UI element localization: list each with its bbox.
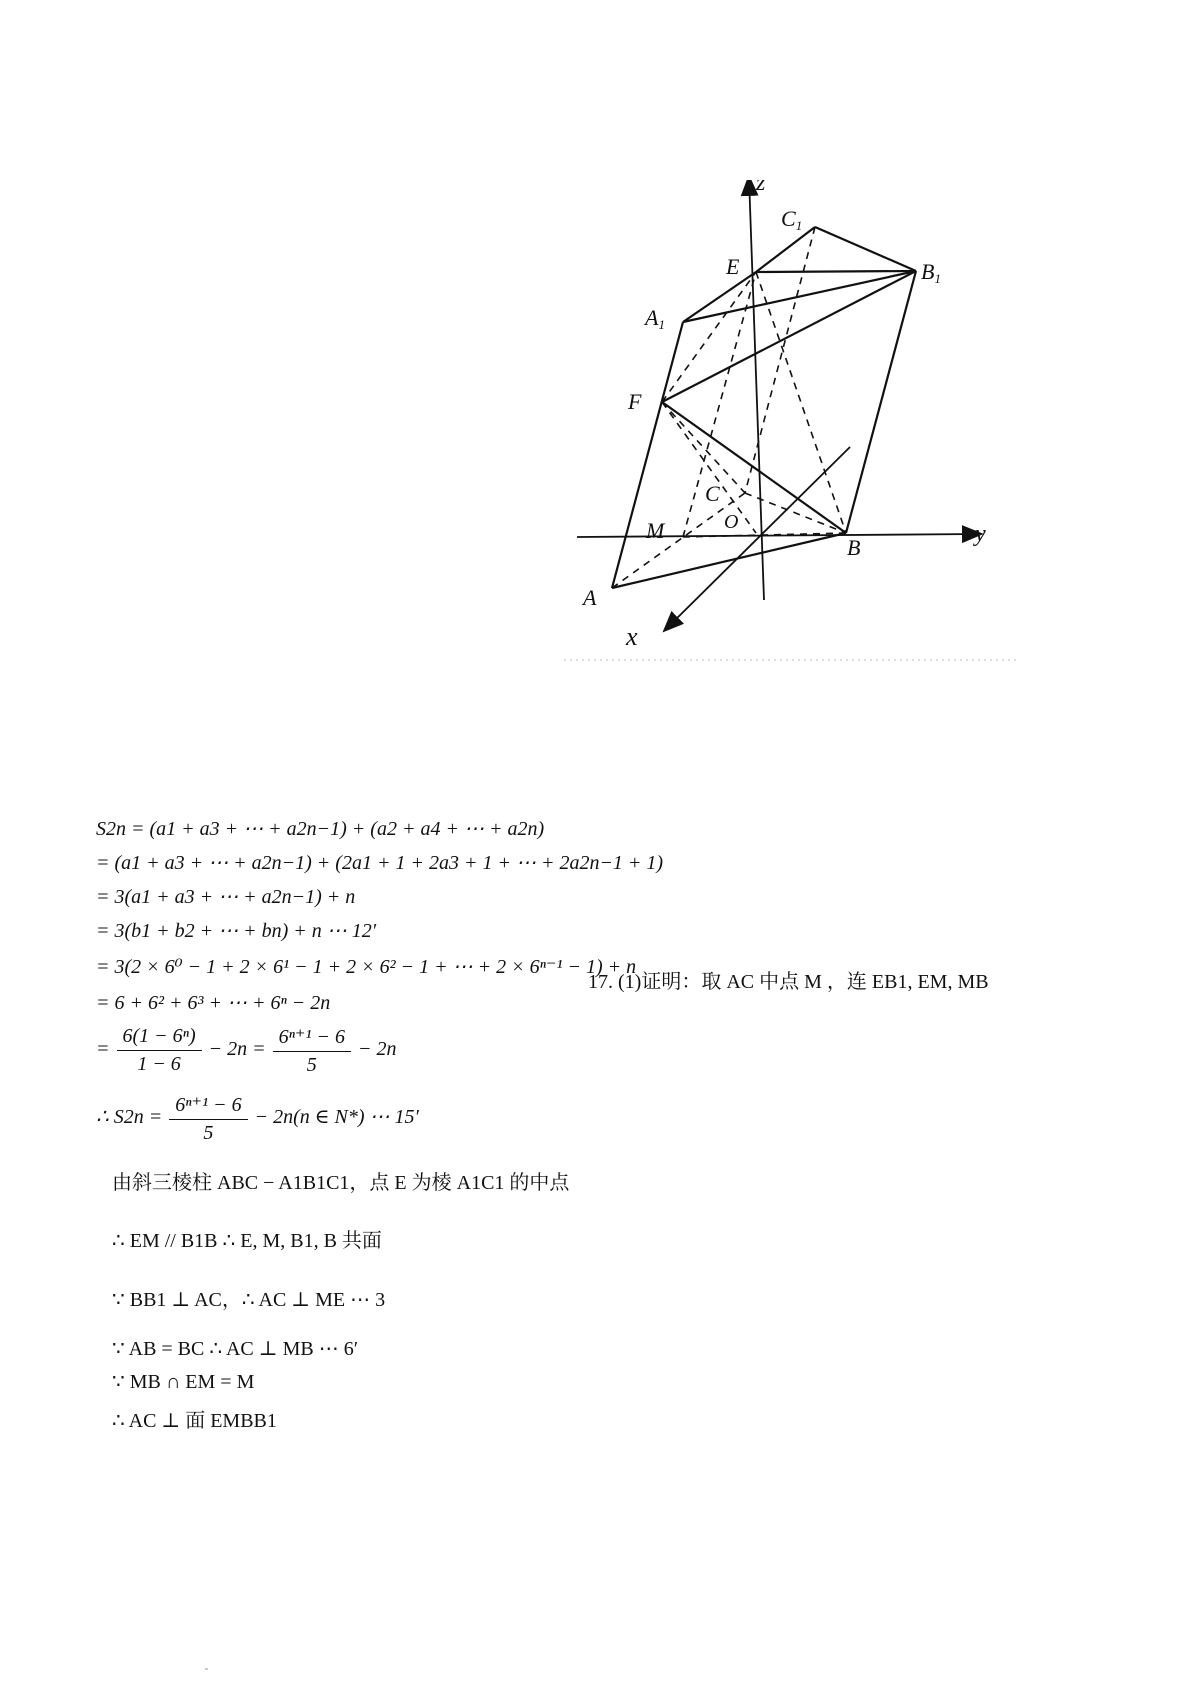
derivation-line-5: = 3(2 × 6⁰ − 1 + 2 × 6¹ − 1 + 2 × 6² − 1 + ⋯ + 2 × 6ⁿ⁻¹ − 1) + n	[96, 956, 637, 978]
z-axis	[749, 180, 764, 600]
proof-line-5: ∵ MB ∩ EM = M	[112, 1371, 255, 1393]
conclusion-denominator: 5	[203, 1122, 214, 1144]
label-x: x	[626, 622, 638, 651]
frac-line-suffix: − 2n	[357, 1038, 397, 1061]
label-y: y	[975, 521, 986, 547]
label-F: F	[628, 389, 642, 414]
fraction-2	[273, 1024, 351, 1077]
proof-line-6: ∴ AC ⊥ 面 EMBB1	[112, 1410, 277, 1432]
problem-17-header: 17. (1)证明：取 AC 中点 M ，连 EB1, EM, MB	[588, 971, 989, 993]
conclusion-numerator: 6ⁿ⁺¹ − 6	[169, 1092, 247, 1120]
label-A1: A1	[645, 305, 665, 332]
label-B1: B1	[921, 259, 941, 286]
derivation-line-3: = 3(a1 + a3 + ⋯ + a2n−1) + n	[96, 886, 356, 908]
derivation-conclusion	[96, 1092, 419, 1145]
label-E: E	[726, 254, 740, 279]
proof-line-1: 由斜三棱柱 ABC − A1B1C1，点 E 为棱 A1C1 的中点	[112, 1172, 570, 1194]
label-A: A	[583, 585, 597, 610]
fraction-1-denominator: 1 − 6	[137, 1053, 181, 1075]
stray-dot	[205, 1668, 208, 1670]
label-C: C	[705, 481, 720, 506]
conclusion-fraction	[169, 1092, 247, 1145]
label-z: z	[756, 180, 766, 196]
label-B: B	[847, 535, 861, 560]
proof-line-3: ∵ BB1 ⊥ AC，∴ AC ⊥ ME ⋯ 3	[112, 1289, 386, 1311]
frac-line-mid: − 2n =	[208, 1038, 266, 1061]
frac-line-prefix: =	[96, 1038, 110, 1061]
fraction-2-numerator: 6ⁿ⁺¹ − 6	[273, 1024, 351, 1052]
label-C1: C1	[781, 206, 803, 233]
fraction-1-numerator: 6(1 − 6ⁿ)	[117, 1025, 202, 1051]
proof-line-4: ∵ AB = BC ∴ AC ⊥ MB ⋯ 6′	[112, 1338, 359, 1360]
label-O: O	[724, 511, 739, 533]
conclusion-suffix: − 2n(n ∈ N*) ⋯ 15′	[254, 1106, 419, 1129]
derivation-line-2: = (a1 + a3 + ⋯ + a2n−1) + (2a1 + 1 + 2a3 + 1 + ⋯ + 2a2n−1 + 1)	[96, 852, 664, 874]
conclusion-prefix: ∴ S2n =	[96, 1106, 163, 1129]
derivation-line-1: S2n = (a1 + a3 + ⋯ + a2n−1) + (a2 + a4 + ⋯ + a2n)	[96, 818, 545, 840]
derivation-line-4: = 3(b1 + b2 + ⋯ + bn) + n ⋯ 12′	[96, 920, 377, 942]
label-M: M	[646, 518, 665, 543]
prism-figure	[560, 180, 1120, 740]
proof-line-2: ∴ EM // B1B ∴ E, M, B1, B 共面	[112, 1230, 382, 1252]
fraction-1	[117, 1025, 202, 1076]
derivation-fraction-line	[96, 1024, 396, 1077]
fraction-2-denominator: 5	[306, 1054, 317, 1076]
derivation-line-6: = 6 + 6² + 6³ + ⋯ + 6ⁿ − 2n	[96, 992, 331, 1014]
